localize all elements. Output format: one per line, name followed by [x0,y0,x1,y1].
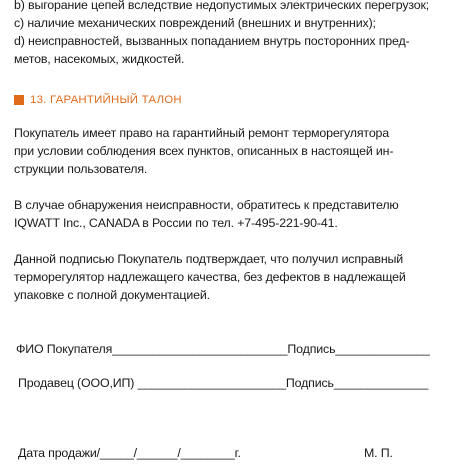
paragraph-rights-line-1: Покупатель имеет право на гарантийный ремонт терморегулятора [14,126,390,140]
section-title: 13. ГАРАНТИЙНЫЙ ТАЛОН [30,94,182,106]
paragraph-contact-line-1: В случае обнаружения неисправности, обратитесь к представителю [14,198,399,212]
stamp-label: М. П. [364,446,393,460]
list-item-b: b) выгорание цепей вследствие недопустимых электрических перегрузок; [14,0,430,12]
seller-signature-line: Продавец (ООО,ИП) ______________________Подпись______________ [18,376,429,390]
paragraph-contact-line-2: IQWATT Inc., CANADA в России по тел. +7-495-221-90-41. [14,216,338,230]
list-item-d: d) неисправностей, вызванных попаданием внутрь посторонних пред- [14,34,410,48]
sale-date-line: Дата продажи/_____/______/________г. [18,446,241,460]
buyer-signature-line: ФИО Покупателя__________________________Подпись______________ [16,342,430,356]
paragraph-confirmation-line-2: терморегулятор надлежащего качества, без дефектов в надлежащей [14,270,406,284]
section-heading [14,92,182,108]
list-item-c: c) наличие механических повреждений (внешних и внутренних); [14,16,376,30]
list-item-d-continued: метов, насекомых, жидкостей. [14,52,185,66]
paragraph-rights-line-2: при условии соблюдения всех пунктов, описанных в настоящей ин- [14,144,394,158]
paragraph-confirmation-line-3: упаковке с полной документацией. [14,288,210,302]
paragraph-confirmation-line-1: Данной подписью Покупатель подтверждает, что получил исправный [14,252,404,266]
paragraph-rights-line-3: струкции пользователя. [14,162,148,176]
section-marker-square [14,95,24,105]
